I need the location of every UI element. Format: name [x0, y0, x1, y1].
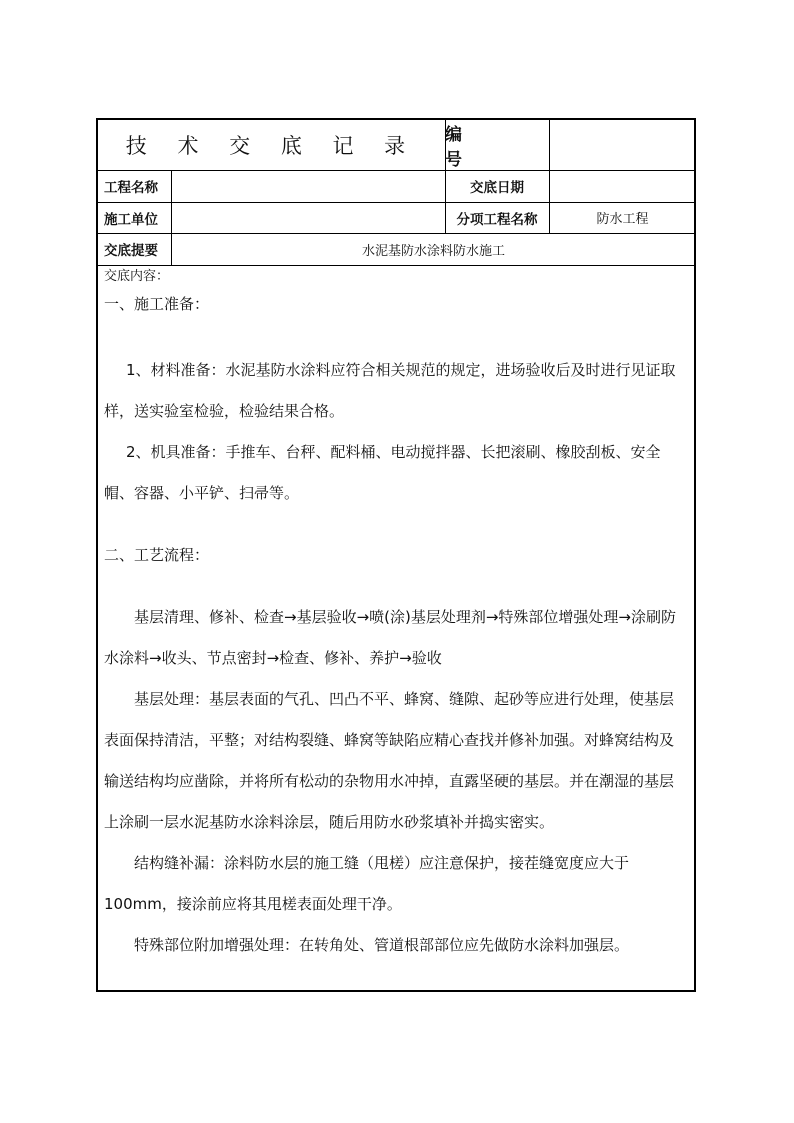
base-treatment-paragraph: 基层处理：基层表面的气孔、凹凸不平、蜂窝、缝隙、起砂等应进行处理，使基层表面保持清洁，平整；对结构裂缝、蜂窝等缺陷应精心查找并修补加强。对蜂窝结构及输送结构均应凿除，并将所有松动的杂物用水冲掉，直露坚硬的基层。并在潮湿的基层上涂刷一层水泥基防水涂料涂层，随后用防水砂浆填补并捣实密实。: [104, 690, 675, 831]
process-flow-paragraph: 基层清理、修补、检查→基层验收→喷(涂)基层处理剂→特殊部位增强处理→涂刷防水涂料→收头、节点密封→检查、修补、养护→验收: [104, 608, 676, 667]
project-name-field[interactable]: [171, 170, 445, 202]
sub-project-field[interactable]: 防水工程: [596, 212, 649, 227]
special-parts-paragraph: 特殊部位附加增强处理：在转角处、管道根部部位应先做防水涂料加强层。: [134, 936, 630, 954]
construction-unit-label: 施工单位: [104, 211, 158, 228]
equipment-preparation-paragraph: 2、机具准备：手推车、台秤、配料桶、电动搅拌器、长把滚刷、橡胶刮板、安全帽、容器、小平铲、扫帚等。: [104, 443, 661, 502]
disclosure-content: [104, 268, 688, 966]
number-field[interactable]: [549, 120, 696, 170]
date-field[interactable]: [549, 170, 696, 202]
content-intro-label: 交底内容：: [104, 269, 170, 284]
section-heading-process: 二、工艺流程：: [104, 546, 210, 564]
summary-field[interactable]: 水泥基防水涂料防水施工: [361, 243, 505, 259]
summary-label: 交底提要: [104, 243, 158, 259]
date-label: 交底日期: [470, 180, 524, 196]
construction-unit-field[interactable]: [171, 202, 445, 233]
section-heading-preparation: 一、施工准备：: [104, 295, 210, 313]
material-preparation-paragraph: 1、材料准备：水泥基防水涂料应符合相关规范的规定，进场验收后及时进行见证取样，送实验室检验，检验结果合格。: [104, 361, 676, 420]
sub-project-label: 分项工程名称: [456, 211, 538, 228]
row-divider: [98, 265, 694, 266]
disclosure-record-form: [96, 118, 696, 992]
form-title: 技 术 交 底 记 录: [125, 134, 418, 158]
joint-repair-paragraph: 结构缝补漏：涂料防水层的施工缝（甩槎）应注意保护，接茬缝宽度应大于 100mm，接涂前应将其甩槎表面处理干净。: [104, 854, 630, 913]
project-name-label: 工程名称: [104, 180, 158, 196]
number-label: 编 号: [445, 125, 484, 170]
